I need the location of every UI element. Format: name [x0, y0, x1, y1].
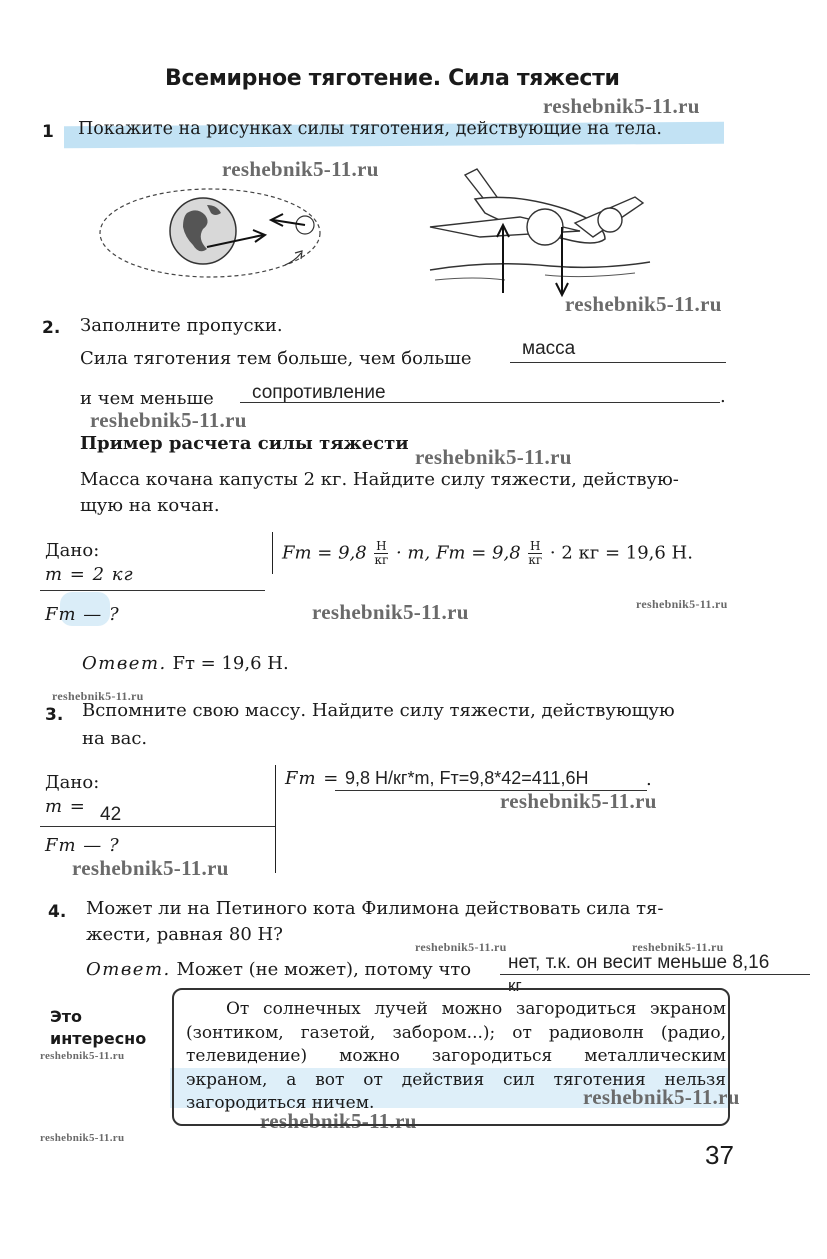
vertical-divider — [272, 532, 273, 574]
info-text: От солнечных лучей можно загородиться экраном (зонтиком, газетой, забором...); от радиоволн (радио, телевидение) можно загородиться металлическим экраном, а вот от действия сил тяготения нельзя загородиться ничем. — [186, 999, 726, 1113]
watermark: reshebnik5-11.ru — [222, 157, 379, 181]
watermark: reshebnik5-11.ru — [500, 789, 657, 813]
formula-label: Fт = — [285, 768, 340, 789]
formula-part: Fт = 9,8 — [282, 542, 367, 564]
task3-text: на вас. — [82, 728, 148, 749]
answer-value: нет, т.к. он весит меньше 8,16 — [508, 952, 770, 973]
watermark: reshebnik5-11.ru — [52, 689, 144, 703]
earth — [170, 198, 236, 264]
interesting-label — [50, 1006, 146, 1050]
engine — [527, 209, 563, 245]
find-force: Fт — ? — [45, 604, 120, 625]
task4-number: 4. — [48, 902, 67, 922]
airplane-figure — [425, 165, 655, 300]
task2-line1: Сила тяготения тем больше, чем больше — [80, 348, 472, 369]
task4-text: Может ли на Петиного кота Филимона действовать сила тя- — [86, 898, 664, 919]
period: . — [720, 386, 726, 407]
vertical-divider — [275, 765, 276, 873]
answer-label: Ответ. — [86, 959, 171, 980]
task2-heading: Заполните пропуски. — [80, 315, 283, 336]
period: . — [646, 769, 652, 790]
blank-line — [240, 402, 720, 403]
divider — [40, 826, 275, 827]
ground — [430, 262, 650, 270]
frac-den: кг — [374, 553, 389, 567]
find-force: Fт — ? — [45, 835, 120, 856]
divider — [40, 590, 265, 591]
mass-value: 42 — [100, 804, 122, 825]
blank-line — [335, 790, 647, 791]
task3-number: 3. — [45, 705, 64, 725]
task4-text: жести, равная 80 Н? — [86, 924, 283, 945]
mass-label: m = — [45, 796, 86, 817]
example-formula — [282, 540, 693, 567]
given-label: Дано: — [45, 540, 100, 561]
answer-label: Ответ. — [82, 653, 167, 674]
watermark: reshebnik5-11.ru — [260, 1109, 417, 1133]
unit-fraction — [528, 540, 542, 567]
given-label: Дано: — [45, 772, 100, 793]
frac-den: кг — [528, 553, 543, 567]
earth-orbit-figure — [95, 185, 345, 285]
page-title: Всемирное тяготение. Сила тяжести — [165, 66, 620, 91]
answer-value: Fт = 19,6 Н. — [172, 653, 289, 674]
blank-line — [510, 362, 726, 363]
label-line: интересно — [50, 1029, 147, 1048]
example-answer — [82, 653, 289, 674]
frac-num: Н — [530, 539, 541, 553]
watermark: reshebnik5-11.ru — [90, 408, 247, 432]
watermark: reshebnik5-11.ru — [40, 1050, 125, 1062]
answer-mass: масса — [522, 338, 576, 359]
task1-text: Покажите на рисунках силы тяготения, действующие на тела. — [78, 119, 662, 139]
page-number: 37 — [705, 1140, 734, 1170]
task1-number: 1 — [42, 122, 54, 142]
formula-part: · 2 кг = 19,6 Н. — [549, 542, 693, 564]
watermark: reshebnik5-11.ru — [415, 940, 507, 954]
task3-text: Вспомните свою массу. Найдите силу тяжести, действующую — [82, 700, 675, 721]
unit-fraction — [374, 540, 388, 567]
formula-part: · m, Fт = 9,8 — [395, 542, 521, 564]
label-line: Это — [50, 1007, 83, 1026]
example-text: щую на кочан. — [80, 495, 220, 516]
task2-number: 2. — [42, 318, 61, 338]
given-mass: m = 2 кг — [45, 564, 134, 582]
answer-prefix: Может (не может), потому что — [176, 959, 472, 980]
watermark: reshebnik5-11.ru — [40, 1132, 125, 1144]
watermark: reshebnik5-11.ru — [543, 94, 700, 118]
blank-line — [500, 974, 810, 975]
watermark: reshebnik5-11.ru — [583, 1085, 740, 1109]
watermark: reshebnik5-11.ru — [565, 292, 722, 316]
example-heading: Пример расчета силы тяжести — [80, 433, 409, 454]
task4-answer — [86, 959, 471, 980]
answer-resistance: сопротивление — [252, 382, 386, 403]
answer-value-cont: кг — [508, 976, 522, 995]
task2-line2: и чем меньше — [80, 388, 214, 409]
watermark: reshebnik5-11.ru — [72, 856, 229, 880]
example-text: Масса кочана капусты 2 кг. Найдите силу тяжести, действую- — [80, 469, 679, 490]
watermark: reshebnik5-11.ru — [632, 940, 724, 954]
watermark: reshebnik5-11.ru — [415, 445, 572, 469]
watermark: reshebnik5-11.ru — [636, 597, 728, 611]
frac-num: Н — [376, 539, 387, 553]
formula-answer: 9,8 Н/кг*m, Fт=9,8*42=411,6Н — [345, 768, 589, 788]
watermark: reshebnik5-11.ru — [312, 600, 469, 624]
